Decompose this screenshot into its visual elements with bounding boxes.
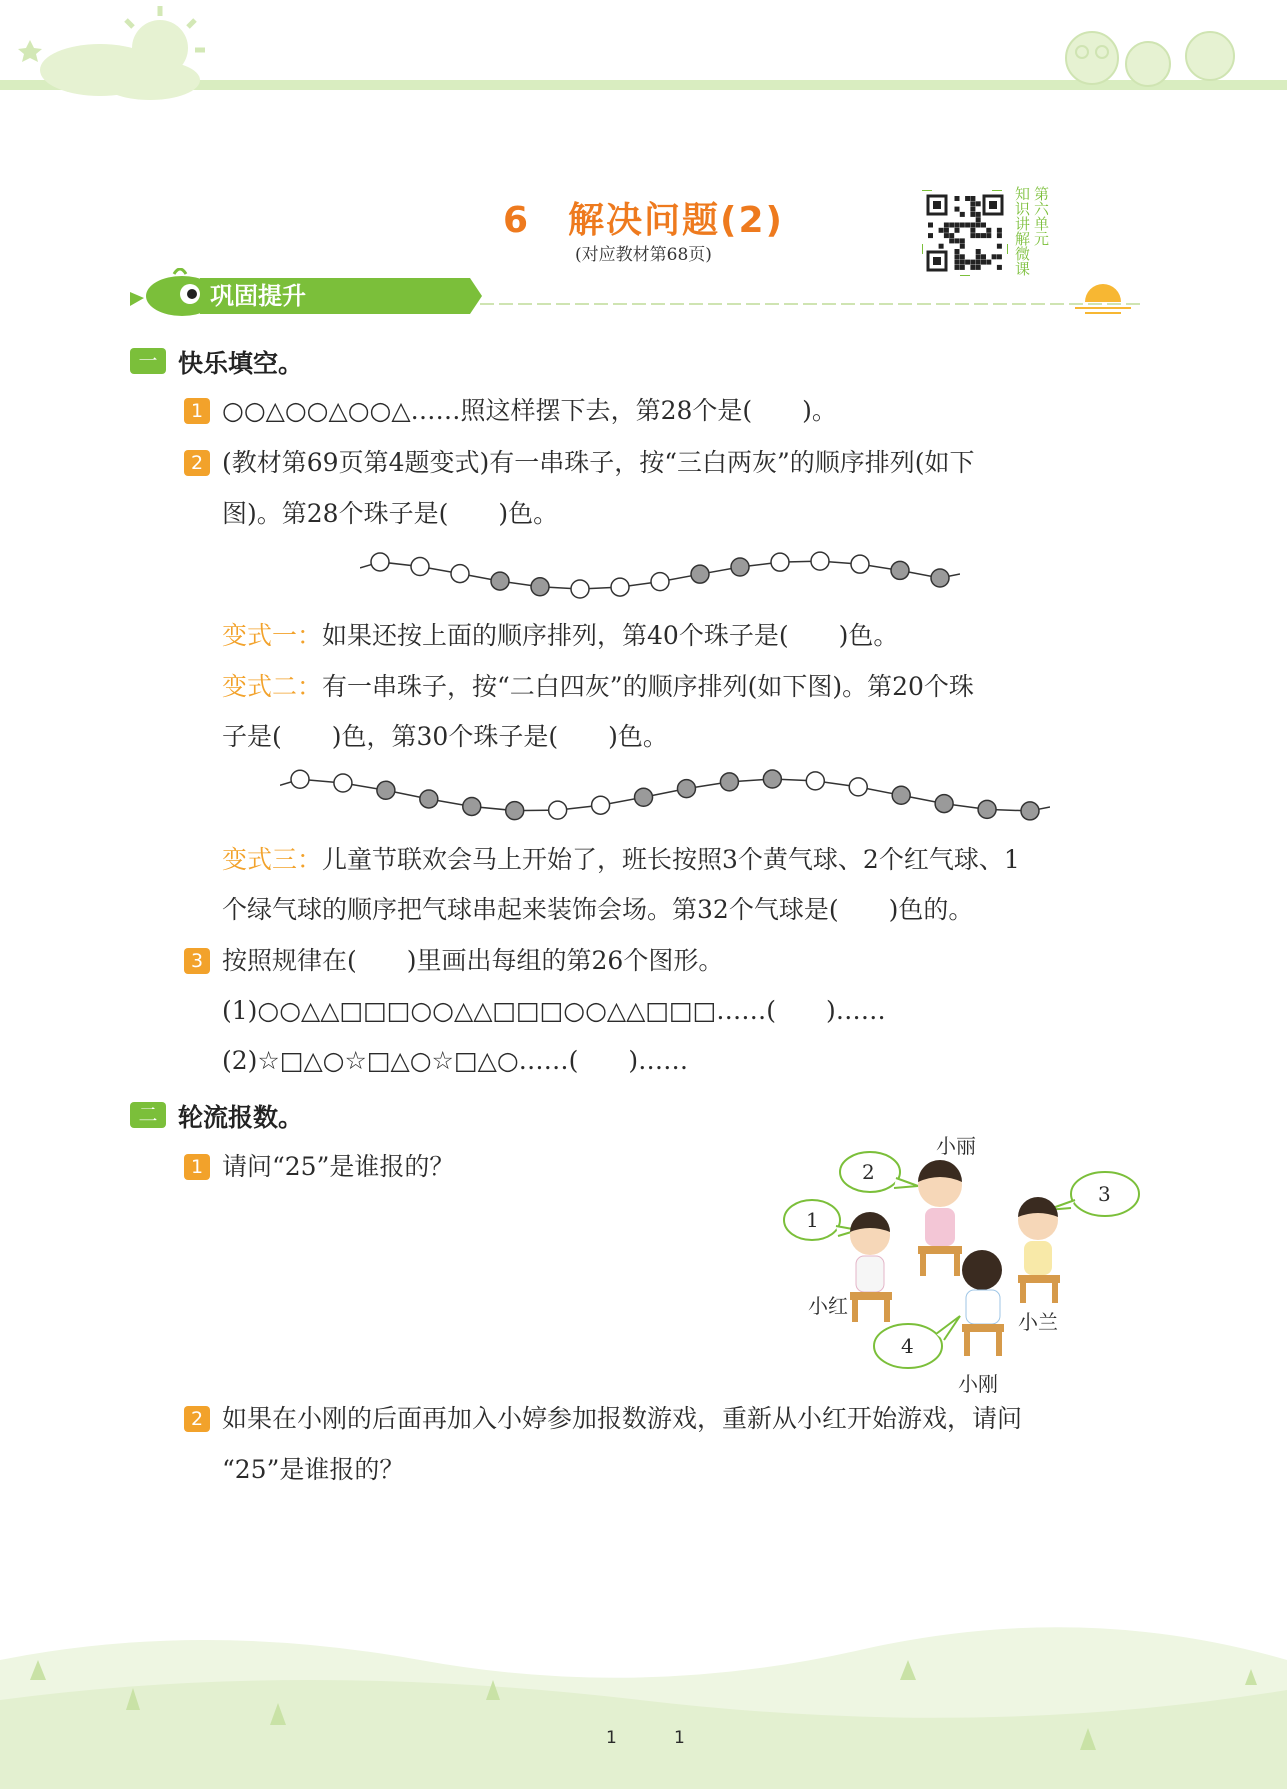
bead-white <box>611 578 629 596</box>
page-number-right: 1 <box>674 1728 685 1748</box>
bead-gray <box>763 770 781 788</box>
bead-gray <box>677 780 695 798</box>
s2-q1-number: 1 <box>184 1154 210 1180</box>
whale-icon <box>130 269 218 316</box>
variant-3-line2: 个绿气球的顺序把气球串起来装饰会场。第32个气球是( )色的。 <box>222 895 974 924</box>
variant-1-text: 如果还按上面的顺序排列，第40个珠子是( )色。 <box>322 621 899 650</box>
bead-gray <box>635 788 653 806</box>
hills-decoration <box>0 1600 1287 1789</box>
child-xiaolan <box>1018 1197 1060 1303</box>
bead-white <box>291 770 309 788</box>
banner-label: 巩固提升 <box>210 282 306 310</box>
page-subtitle: (对应教材第68页) <box>575 245 712 265</box>
page-number-left: 1 <box>606 1728 617 1748</box>
q3-sub2: (2)☆□△○☆□△○☆□△○……( )…… <box>222 1046 689 1075</box>
bead-white <box>651 573 669 591</box>
bead-white <box>571 580 589 598</box>
bead-gray <box>892 786 910 804</box>
bead-white <box>806 772 824 790</box>
variant-2-text: 有一串珠子，按“二白四灰”的顺序排列(如下图)。第20个珠 <box>322 672 974 701</box>
bead-white <box>451 565 469 583</box>
s2-q2-number: 2 <box>184 1406 210 1432</box>
bead-gray <box>1021 802 1039 820</box>
q2-line2: 图)。第28个珠子是( )色。 <box>222 499 559 528</box>
bead-white <box>849 778 867 796</box>
qr-code-icon[interactable] <box>922 190 1008 276</box>
bubble-4: 4 <box>901 1334 914 1358</box>
bead-gray <box>463 797 481 815</box>
s2-q2-line2: “25”是谁报的？ <box>222 1455 405 1484</box>
bead-gray <box>731 558 749 576</box>
top-decoration <box>0 0 1287 110</box>
bubble-3: 3 <box>1098 1182 1111 1206</box>
section-1-title: 快乐填空。 <box>178 349 304 378</box>
bead-string-2 <box>280 765 1050 825</box>
bead-gray <box>891 561 909 579</box>
variant-3-text: 儿童节联欢会马上开始了，班长按照3个黄气球、2个红气球、1 <box>322 845 1020 874</box>
bead-white <box>549 801 567 819</box>
bead-gray <box>491 572 509 590</box>
bead-gray <box>531 578 549 596</box>
section-2-badge: 二 <box>130 1102 166 1128</box>
section-2-title: 轮流报数。 <box>178 1103 304 1132</box>
bead-gray <box>377 781 395 799</box>
counting-children-illustration <box>770 1120 1170 1400</box>
bead-gray <box>720 773 738 791</box>
qr-caption-unit: 第六单元 <box>1032 186 1050 246</box>
bubble-2: 2 <box>862 1160 875 1184</box>
name-xiaolan: 小兰 <box>1018 1310 1058 1334</box>
s2-q1-text: 请问“25”是谁报的？ <box>222 1152 455 1181</box>
bead-white <box>851 555 869 573</box>
bead-gray <box>931 569 949 587</box>
child-xiaogang <box>962 1250 1004 1356</box>
bead-gray <box>420 790 438 808</box>
variant-2-line2: 子是( )色，第30个珠子是( )色。 <box>222 722 668 751</box>
section-1-badge: 一 <box>130 348 166 374</box>
bead-white <box>592 796 610 814</box>
q1-number: 1 <box>184 398 210 424</box>
variant-2-label: 变式二： <box>222 672 323 701</box>
bead-white <box>411 558 429 576</box>
bead-white <box>371 553 389 571</box>
qr-caption-lesson: 知识讲解微课 <box>1013 186 1031 276</box>
variant-2-line1 <box>222 670 974 704</box>
q1-text: ○○△○○△○○△……照这样摆下去，第28个是( )。 <box>222 396 837 425</box>
name-xiaogang: 小刚 <box>958 1372 998 1396</box>
s2-q2-line1: 如果在小刚的后面再加入小婷参加报数游戏，重新从小红开始游戏，请问 <box>222 1404 1023 1433</box>
bead-gray <box>506 802 524 820</box>
variant-1 <box>222 619 898 653</box>
q3-sub1: (1)○○△△□□□○○△△□□□○○△△□□□……( )…… <box>222 996 886 1025</box>
page-title: 6 解决问题(2) <box>502 200 784 241</box>
bead-gray <box>935 795 953 813</box>
variant-1-label: 变式一： <box>222 621 323 650</box>
bead-white <box>771 553 789 571</box>
q3-text: 按照规律在( )里画出每组的第26个图形。 <box>222 946 724 975</box>
variant-3-label: 变式三： <box>222 845 323 874</box>
child-xiaoli <box>918 1160 962 1276</box>
child-xiaohong <box>850 1212 892 1322</box>
sunset-icon <box>1075 284 1131 313</box>
bead-white <box>811 552 829 570</box>
q2-number: 2 <box>184 450 210 476</box>
name-xiaohong: 小红 <box>808 1294 848 1318</box>
bead-gray <box>691 565 709 583</box>
name-xiaoli: 小丽 <box>936 1134 976 1158</box>
q2-line1: (教材第69页第4题变式)有一串珠子，按“三白两灰”的顺序排列(如下 <box>222 448 975 477</box>
bead-white <box>334 774 352 792</box>
animal-faces-icon <box>1066 32 1234 86</box>
bead-string-1 <box>360 545 960 605</box>
q3-number: 3 <box>184 948 210 974</box>
bead-gray <box>978 800 996 818</box>
bubble-1: 1 <box>806 1208 819 1232</box>
variant-3-line1 <box>222 843 1020 877</box>
